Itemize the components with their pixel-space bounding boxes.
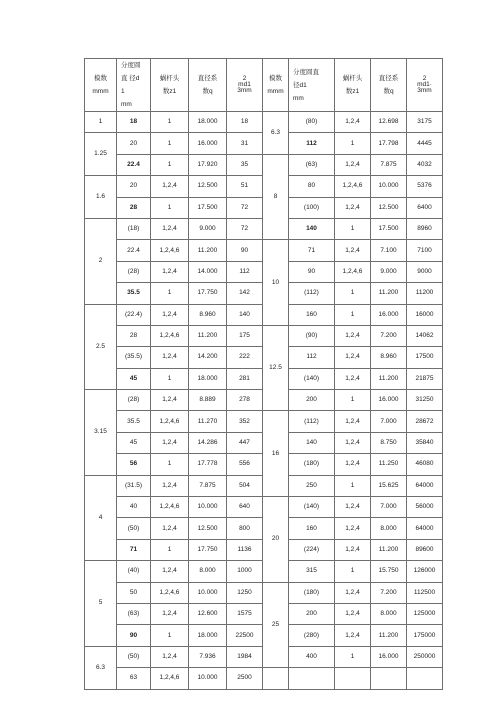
right-worm-starts-cell: 1,2,4,6: [335, 261, 371, 282]
right-pitch-diameter-cell: 160: [289, 518, 335, 539]
right-product-cell: 56000: [407, 497, 443, 518]
left-product-cell: 175: [227, 325, 263, 346]
right-diameter-coefficient-cell: 15.625: [371, 475, 407, 496]
right-empty-cell: [371, 668, 407, 689]
worm-parameter-table: [84, 58, 443, 690]
right-worm-starts-cell: 1: [335, 390, 371, 411]
right-worm-starts-cell: 1,2,4: [335, 582, 371, 603]
left-worm-starts-cell: 1,2,4: [151, 261, 189, 282]
left-worm-starts-cell: 1: [151, 112, 189, 133]
left-diameter-coefficient-cell: 12.500: [189, 176, 227, 197]
right-empty-cell: [289, 668, 335, 689]
right-pitch-diameter-cell: 200: [289, 603, 335, 624]
left-worm-starts-cell: 1,2,4,6: [151, 668, 189, 689]
left-diameter-coefficient-cell: 12.600: [189, 603, 227, 624]
right-module-cell: 8: [263, 154, 289, 240]
left-worm-starts-cell: 1,2,4,6: [151, 240, 189, 261]
right-product-cell: 8960: [407, 218, 443, 239]
left-worm-starts-cell: 1,2,4: [151, 603, 189, 624]
left-diameter-coefficient-cell: 11.270: [189, 411, 227, 432]
left-diameter-coefficient-cell: 11.200: [189, 240, 227, 261]
left-diameter-coefficient-cell: 9.000: [189, 218, 227, 239]
header-worm-starts: [151, 59, 189, 112]
left-pitch-diameter-cell: (31.5): [117, 475, 151, 496]
left-pitch-diameter-cell: 22.4: [117, 240, 151, 261]
left-diameter-coefficient-cell: 17.500: [189, 197, 227, 218]
left-pitch-diameter-cell: 28: [117, 197, 151, 218]
right-product-cell: 175000: [407, 625, 443, 646]
table-row: [85, 240, 443, 261]
right-product-cell: 46080: [407, 454, 443, 475]
left-module-cell: 4: [85, 475, 117, 561]
right-diameter-coefficient-cell: 7.000: [371, 497, 407, 518]
header-module-2: [263, 59, 289, 112]
left-pitch-diameter-cell: (50): [117, 646, 151, 667]
left-product-cell: 1250: [227, 582, 263, 603]
left-worm-starts-cell: 1,2,4: [151, 432, 189, 453]
right-worm-starts-cell: 1,2,4: [335, 539, 371, 560]
right-pitch-diameter-cell: 140: [289, 432, 335, 453]
left-diameter-coefficient-cell: 18.000: [189, 625, 227, 646]
left-diameter-coefficient-cell: 10.000: [189, 582, 227, 603]
right-diameter-coefficient-cell: 8.750: [371, 432, 407, 453]
right-diameter-coefficient-cell: 12.698: [371, 112, 407, 133]
left-module-cell: 1.6: [85, 176, 117, 219]
left-pitch-diameter-cell: (40): [117, 561, 151, 582]
right-diameter-coefficient-cell: 11.200: [371, 625, 407, 646]
left-product-cell: 1136: [227, 539, 263, 560]
header-row: [85, 59, 443, 112]
left-product-cell: 281: [227, 368, 263, 389]
right-diameter-coefficient-cell: 11.200: [371, 283, 407, 304]
left-worm-starts-cell: 1,2,4: [151, 646, 189, 667]
right-pitch-diameter-cell: (112): [289, 411, 335, 432]
header-product: [227, 59, 263, 112]
left-product-cell: 90: [227, 240, 263, 261]
right-empty-cell: [407, 668, 443, 689]
left-diameter-coefficient-cell: 8.960: [189, 304, 227, 325]
left-diameter-coefficient-cell: 8.889: [189, 390, 227, 411]
right-pitch-diameter-cell: 112: [289, 347, 335, 368]
left-worm-starts-cell: 1,2,4: [151, 304, 189, 325]
right-worm-starts-cell: 1,2,4: [335, 347, 371, 368]
right-pitch-diameter-cell: (63): [289, 154, 335, 175]
left-pitch-diameter-cell: 45: [117, 432, 151, 453]
header-diameter-coefficient-text: 直径系 数q: [197, 75, 218, 95]
left-diameter-coefficient-cell: 18.000: [189, 368, 227, 389]
left-worm-starts-cell: 1: [151, 197, 189, 218]
left-diameter-coefficient-cell: 14.200: [189, 347, 227, 368]
right-worm-starts-cell: 1,2,4: [335, 432, 371, 453]
table-row: [85, 582, 443, 603]
right-product-cell: 35840: [407, 432, 443, 453]
left-pitch-diameter-cell: (28): [117, 390, 151, 411]
left-product-cell: 112: [227, 261, 263, 282]
right-product-cell: 6400: [407, 197, 443, 218]
header-worm-starts-text: 蜗杆头 数z1: [159, 75, 180, 95]
left-module-cell: 2.5: [85, 304, 117, 390]
right-product-cell: 11200: [407, 283, 443, 304]
left-product-cell: 51: [227, 176, 263, 197]
left-pitch-diameter-cell: (28): [117, 261, 151, 282]
header-worm-starts-2: [335, 59, 371, 112]
right-module-cell: 20: [263, 497, 289, 583]
header-product-2: [407, 59, 443, 112]
right-pitch-diameter-cell: (180): [289, 582, 335, 603]
header-product-2-unit: 3mm: [417, 87, 432, 94]
right-pitch-diameter-cell: 80: [289, 176, 335, 197]
right-diameter-coefficient-cell: 11.200: [371, 368, 407, 389]
left-worm-starts-cell: 1,2,4: [151, 347, 189, 368]
left-product-cell: 1984: [227, 646, 263, 667]
left-diameter-coefficient-cell: 11.200: [189, 325, 227, 346]
right-pitch-diameter-cell: 250: [289, 475, 335, 496]
right-product-cell: 126000: [407, 561, 443, 582]
right-product-cell: 7100: [407, 240, 443, 261]
right-diameter-coefficient-cell: 17.798: [371, 133, 407, 154]
left-pitch-diameter-cell: (22.4): [117, 304, 151, 325]
left-diameter-coefficient-cell: 17.920: [189, 154, 227, 175]
left-worm-starts-cell: 1,2,4: [151, 176, 189, 197]
right-worm-starts-cell: 1,2,4: [335, 518, 371, 539]
left-worm-starts-cell: 1,2,4: [151, 561, 189, 582]
left-product-cell: 140: [227, 304, 263, 325]
right-product-cell: 5376: [407, 176, 443, 197]
header-product-unit: 3mm: [237, 87, 252, 94]
right-product-cell: 14062: [407, 325, 443, 346]
right-worm-starts-cell: 1: [335, 218, 371, 239]
left-pitch-diameter-cell: 20: [117, 133, 151, 154]
left-worm-starts-cell: 1,2,4: [151, 475, 189, 496]
table-row: [85, 325, 443, 346]
table-body: [85, 59, 443, 690]
right-diameter-coefficient-cell: 7.200: [371, 582, 407, 603]
right-diameter-coefficient-cell: 16.000: [371, 646, 407, 667]
left-pitch-diameter-cell: 40: [117, 497, 151, 518]
left-worm-starts-cell: 1: [151, 454, 189, 475]
header-product-main: md1: [238, 81, 251, 88]
right-worm-starts-cell: 1,2,4: [335, 411, 371, 432]
right-worm-starts-cell: 1: [335, 283, 371, 304]
right-diameter-coefficient-cell: 10.000: [371, 176, 407, 197]
right-pitch-diameter-cell: (112): [289, 283, 335, 304]
left-pitch-diameter-cell: (50): [117, 518, 151, 539]
left-product-cell: 640: [227, 497, 263, 518]
left-pitch-diameter-cell: 18: [117, 112, 151, 133]
left-pitch-diameter-cell: 50: [117, 582, 151, 603]
right-worm-starts-cell: 1,2,4: [335, 154, 371, 175]
right-product-cell: 21875: [407, 368, 443, 389]
right-pitch-diameter-cell: (100): [289, 197, 335, 218]
left-worm-starts-cell: 1,2,4: [151, 218, 189, 239]
left-pitch-diameter-cell: (18): [117, 218, 151, 239]
right-product-cell: 4445: [407, 133, 443, 154]
left-pitch-diameter-cell: (63): [117, 603, 151, 624]
right-pitch-diameter-cell: (280): [289, 625, 335, 646]
header-module-text: 模数 mmm: [92, 75, 109, 95]
right-product-cell: 112500: [407, 582, 443, 603]
right-product-cell: 250000: [407, 646, 443, 667]
left-pitch-diameter-cell: 90: [117, 625, 151, 646]
left-worm-starts-cell: 1,2,4,6: [151, 325, 189, 346]
header-pitch-diameter-2: [289, 59, 335, 112]
left-diameter-coefficient-cell: 12.500: [189, 518, 227, 539]
left-diameter-coefficient-cell: 8.000: [189, 561, 227, 582]
right-product-cell: 4032: [407, 154, 443, 175]
left-worm-starts-cell: 1: [151, 154, 189, 175]
left-diameter-coefficient-cell: 17.750: [189, 283, 227, 304]
right-diameter-coefficient-cell: 12.500: [371, 197, 407, 218]
right-diameter-coefficient-cell: 8.000: [371, 603, 407, 624]
right-product-cell: 31250: [407, 390, 443, 411]
left-diameter-coefficient-cell: 18.000: [189, 112, 227, 133]
right-product-cell: 28672: [407, 411, 443, 432]
right-worm-starts-cell: 1: [335, 475, 371, 496]
right-empty-cell: [335, 668, 371, 689]
left-worm-starts-cell: 1,2,4,6: [151, 582, 189, 603]
right-pitch-diameter-cell: (180): [289, 454, 335, 475]
left-module-cell: 6.3: [85, 646, 117, 689]
right-empty-cell: [263, 668, 289, 689]
right-diameter-coefficient-cell: 9.000: [371, 261, 407, 282]
table-row: [85, 154, 443, 175]
header-diameter-coefficient: [189, 59, 227, 112]
left-pitch-diameter-cell: 20: [117, 176, 151, 197]
left-worm-starts-cell: 1,2,4,6: [151, 497, 189, 518]
left-product-cell: 1575: [227, 603, 263, 624]
left-diameter-coefficient-cell: 17.750: [189, 539, 227, 560]
right-diameter-coefficient-cell: 8.960: [371, 347, 407, 368]
right-pitch-diameter-cell: (140): [289, 497, 335, 518]
left-pitch-diameter-cell: 35.5: [117, 283, 151, 304]
left-diameter-coefficient-cell: 7.875: [189, 475, 227, 496]
right-worm-starts-cell: 1,2,4: [335, 368, 371, 389]
left-product-cell: 22500: [227, 625, 263, 646]
right-worm-starts-cell: 1: [335, 304, 371, 325]
left-diameter-coefficient-cell: 10.000: [189, 668, 227, 689]
left-product-cell: 222: [227, 347, 263, 368]
table-row: [85, 497, 443, 518]
right-worm-starts-cell: 1,2,4: [335, 454, 371, 475]
right-worm-starts-cell: 1,2,4: [335, 197, 371, 218]
left-diameter-coefficient-cell: 10.000: [189, 497, 227, 518]
right-worm-starts-cell: 1,2,4: [335, 240, 371, 261]
right-diameter-coefficient-cell: 7.000: [371, 411, 407, 432]
right-diameter-coefficient-cell: 11.250: [371, 454, 407, 475]
left-product-cell: 800: [227, 518, 263, 539]
left-worm-starts-cell: 1: [151, 133, 189, 154]
right-worm-starts-cell: 1: [335, 133, 371, 154]
left-worm-starts-cell: 1,2,4,6: [151, 411, 189, 432]
right-worm-starts-cell: 1: [335, 646, 371, 667]
left-diameter-coefficient-cell: 17.778: [189, 454, 227, 475]
right-diameter-coefficient-cell: 15.750: [371, 561, 407, 582]
right-module-cell: 16: [263, 411, 289, 497]
right-product-cell: 16000: [407, 304, 443, 325]
left-product-cell: 31: [227, 133, 263, 154]
right-pitch-diameter-cell: 140: [289, 218, 335, 239]
left-pitch-diameter-cell: 35.5: [117, 411, 151, 432]
right-product-cell: 89600: [407, 539, 443, 560]
left-diameter-coefficient-cell: 14.000: [189, 261, 227, 282]
left-product-cell: 35: [227, 154, 263, 175]
right-diameter-coefficient-cell: 8.000: [371, 518, 407, 539]
left-product-cell: 447: [227, 432, 263, 453]
right-diameter-coefficient-cell: 7.100: [371, 240, 407, 261]
left-pitch-diameter-cell: (35.5): [117, 347, 151, 368]
right-worm-starts-cell: 1,2,4: [335, 325, 371, 346]
header-module: [85, 59, 117, 112]
right-worm-starts-cell: 1,2,4: [335, 112, 371, 133]
left-product-cell: 72: [227, 218, 263, 239]
left-worm-starts-cell: 1,2,4: [151, 390, 189, 411]
right-worm-starts-cell: 1,2,4,6: [335, 176, 371, 197]
right-product-cell: 64000: [407, 518, 443, 539]
left-worm-starts-cell: 1: [151, 368, 189, 389]
right-module-cell: 12.5: [263, 325, 289, 411]
header-module-2-text: 模数 mmm: [267, 75, 284, 95]
left-module-cell: 5: [85, 561, 117, 647]
right-pitch-diameter-cell: (224): [289, 539, 335, 560]
left-module-cell: 3.15: [85, 390, 117, 476]
table-row: [85, 411, 443, 432]
right-worm-starts-cell: 1: [335, 561, 371, 582]
left-product-cell: 1000: [227, 561, 263, 582]
right-module-cell: 10: [263, 240, 289, 326]
left-product-cell: 352: [227, 411, 263, 432]
left-diameter-coefficient-cell: 7.936: [189, 646, 227, 667]
header-diameter-coefficient-2-text: 直径系 数q: [378, 75, 399, 95]
right-pitch-diameter-cell: 200: [289, 390, 335, 411]
header-product-2-main: md1·: [417, 81, 432, 88]
right-product-cell: 9000: [407, 261, 443, 282]
header-worm-starts-2-text: 蜗杆头 数z1: [342, 75, 363, 95]
right-pitch-diameter-cell: (140): [289, 368, 335, 389]
right-worm-starts-cell: 1,2,4: [335, 497, 371, 518]
left-pitch-diameter-cell: 45: [117, 368, 151, 389]
right-product-cell: 3175: [407, 112, 443, 133]
left-module-cell: 1.25: [85, 133, 117, 176]
right-worm-starts-cell: 1,2,4: [335, 625, 371, 646]
left-worm-starts-cell: 1,2,4: [151, 518, 189, 539]
left-product-cell: 72: [227, 197, 263, 218]
right-module-cell: 25: [263, 582, 289, 668]
left-diameter-coefficient-cell: 14.286: [189, 432, 227, 453]
left-pitch-diameter-cell: 56: [117, 454, 151, 475]
left-product-cell: 504: [227, 475, 263, 496]
right-diameter-coefficient-cell: 16.000: [371, 390, 407, 411]
left-module-cell: 2: [85, 218, 117, 304]
table-row: [85, 112, 443, 133]
right-diameter-coefficient-cell: 17.500: [371, 218, 407, 239]
left-pitch-diameter-cell: 63: [117, 668, 151, 689]
right-product-cell: 64000: [407, 475, 443, 496]
left-pitch-diameter-cell: 71: [117, 539, 151, 560]
right-pitch-diameter-cell: (90): [289, 325, 335, 346]
right-pitch-diameter-cell: 71: [289, 240, 335, 261]
header-diameter-coefficient-2: [371, 59, 407, 112]
left-diameter-coefficient-cell: 16.000: [189, 133, 227, 154]
right-diameter-coefficient-cell: 16.000: [371, 304, 407, 325]
left-worm-starts-cell: 1: [151, 283, 189, 304]
right-product-cell: 17500: [407, 347, 443, 368]
right-pitch-diameter-cell: (80): [289, 112, 335, 133]
left-pitch-diameter-cell: 28: [117, 325, 151, 346]
header-product-exp: 2: [242, 75, 247, 82]
right-diameter-coefficient-cell: 7.875: [371, 154, 407, 175]
left-pitch-diameter-cell: 22.4: [117, 154, 151, 175]
left-product-cell: 556: [227, 454, 263, 475]
left-product-cell: 142: [227, 283, 263, 304]
left-worm-starts-cell: 1: [151, 625, 189, 646]
right-diameter-coefficient-cell: 11.200: [371, 539, 407, 560]
header-pitch-diameter: [117, 59, 151, 112]
right-module-cell: 6.3: [263, 112, 289, 155]
left-product-cell: 2500: [227, 668, 263, 689]
right-pitch-diameter-cell: 400: [289, 646, 335, 667]
right-pitch-diameter-cell: 90: [289, 261, 335, 282]
right-product-cell: 125000: [407, 603, 443, 624]
left-module-cell: 1: [85, 112, 117, 133]
right-diameter-coefficient-cell: 7.200: [371, 325, 407, 346]
right-worm-starts-cell: 1,2,4: [335, 603, 371, 624]
right-pitch-diameter-cell: 112: [289, 133, 335, 154]
header-pitch-diameter-2-text: 分度圆直 径d1 mm: [293, 68, 319, 102]
header-product-2-exp: 2: [422, 75, 427, 82]
right-pitch-diameter-cell: 315: [289, 561, 335, 582]
right-pitch-diameter-cell: 160: [289, 304, 335, 325]
left-product-cell: 278: [227, 390, 263, 411]
table-row: [85, 668, 443, 689]
header-pitch-diameter-text: 分度圆 直 径d 1 mm: [121, 62, 141, 108]
left-worm-starts-cell: 1: [151, 539, 189, 560]
left-product-cell: 18: [227, 112, 263, 133]
